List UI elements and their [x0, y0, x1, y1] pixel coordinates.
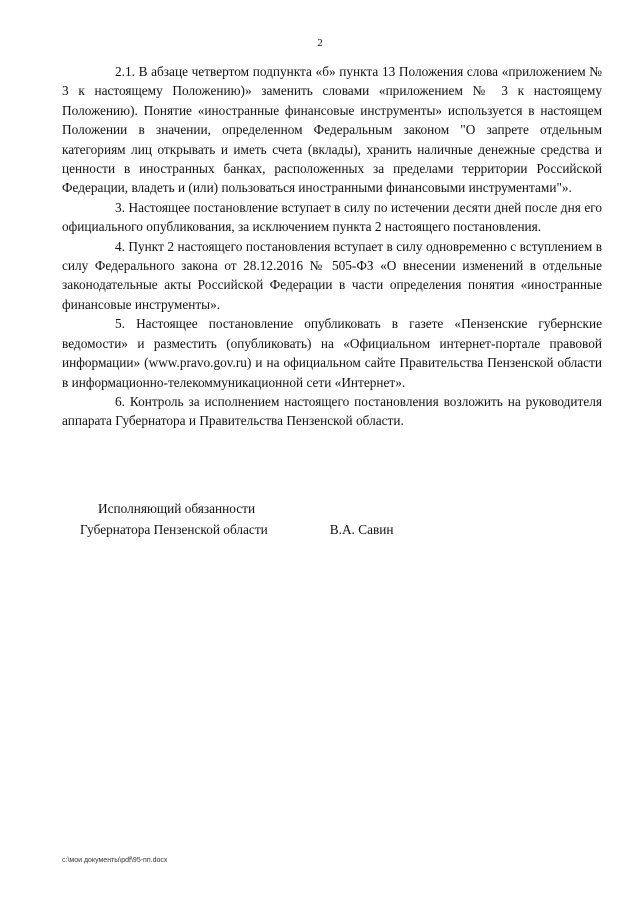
paragraph-3: 3. Настоящее постановление вступает в силу по истечении десяти дней после дня его официального опубликования, за исключением пункта 2 настоящего постановления. — [62, 199, 602, 235]
paragraph-2-1: 2.1. В абзаце четвертом подпункта «б» пункта 13 Положения слова «приложением № 3 к настоящему Положению)» заменить словами «приложением № 3 к настоящему Положению). Понятие «иностранные финансовые инструменты» используется в настоящем Положении в значении, определенном Федеральным законом "О запрете отдельным категориям лиц открывать и иметь счета (вклады), хранить наличные денежные средства и ценности в иностранных банках, расположенных за пределами территории Российской Федерации, владеть и (или) пользоваться иностранными финансовыми инструментами"». — [62, 64, 602, 196]
signatory-title-line2: Губернатора Пензенской области — [80, 522, 268, 537]
document-body — [62, 62, 602, 431]
signatory-name: В.А. Савин — [329, 522, 394, 537]
page-number: 2 — [317, 37, 323, 49]
footer-file-path: c:\мои документы\pdf\95-пп.docx — [62, 857, 168, 864]
paragraph-5: 5. Настоящее постановление опубликовать в газете «Пензенские губернские ведомости» и разместить (опубликовать) на «Официальном интернет-портале правовой информации» (www.pravo.gov.ru) и на официальном сайте Правительства Пензенской области в информационно-телекоммуникационной сети «Интернет». — [62, 316, 602, 390]
paragraph-4: 4. Пункт 2 настоящего постановления вступает в силу одновременно с вступлением в силу Федерального закона от 28.12.2016 № 505-ФЗ «О внесении изменений в отдельные законодательные акты Российской Федерации в части определения понятия «иностранные финансовые инструменты». — [62, 238, 602, 312]
signatory-title-line1: Исполняющий обязанности — [98, 501, 256, 516]
signature-block — [80, 498, 560, 540]
paragraph-6: 6. Контроль за исполнением настоящего постановления возложить на руководителя аппарата Губернатора и Правительства Пензенской области. — [62, 393, 602, 429]
